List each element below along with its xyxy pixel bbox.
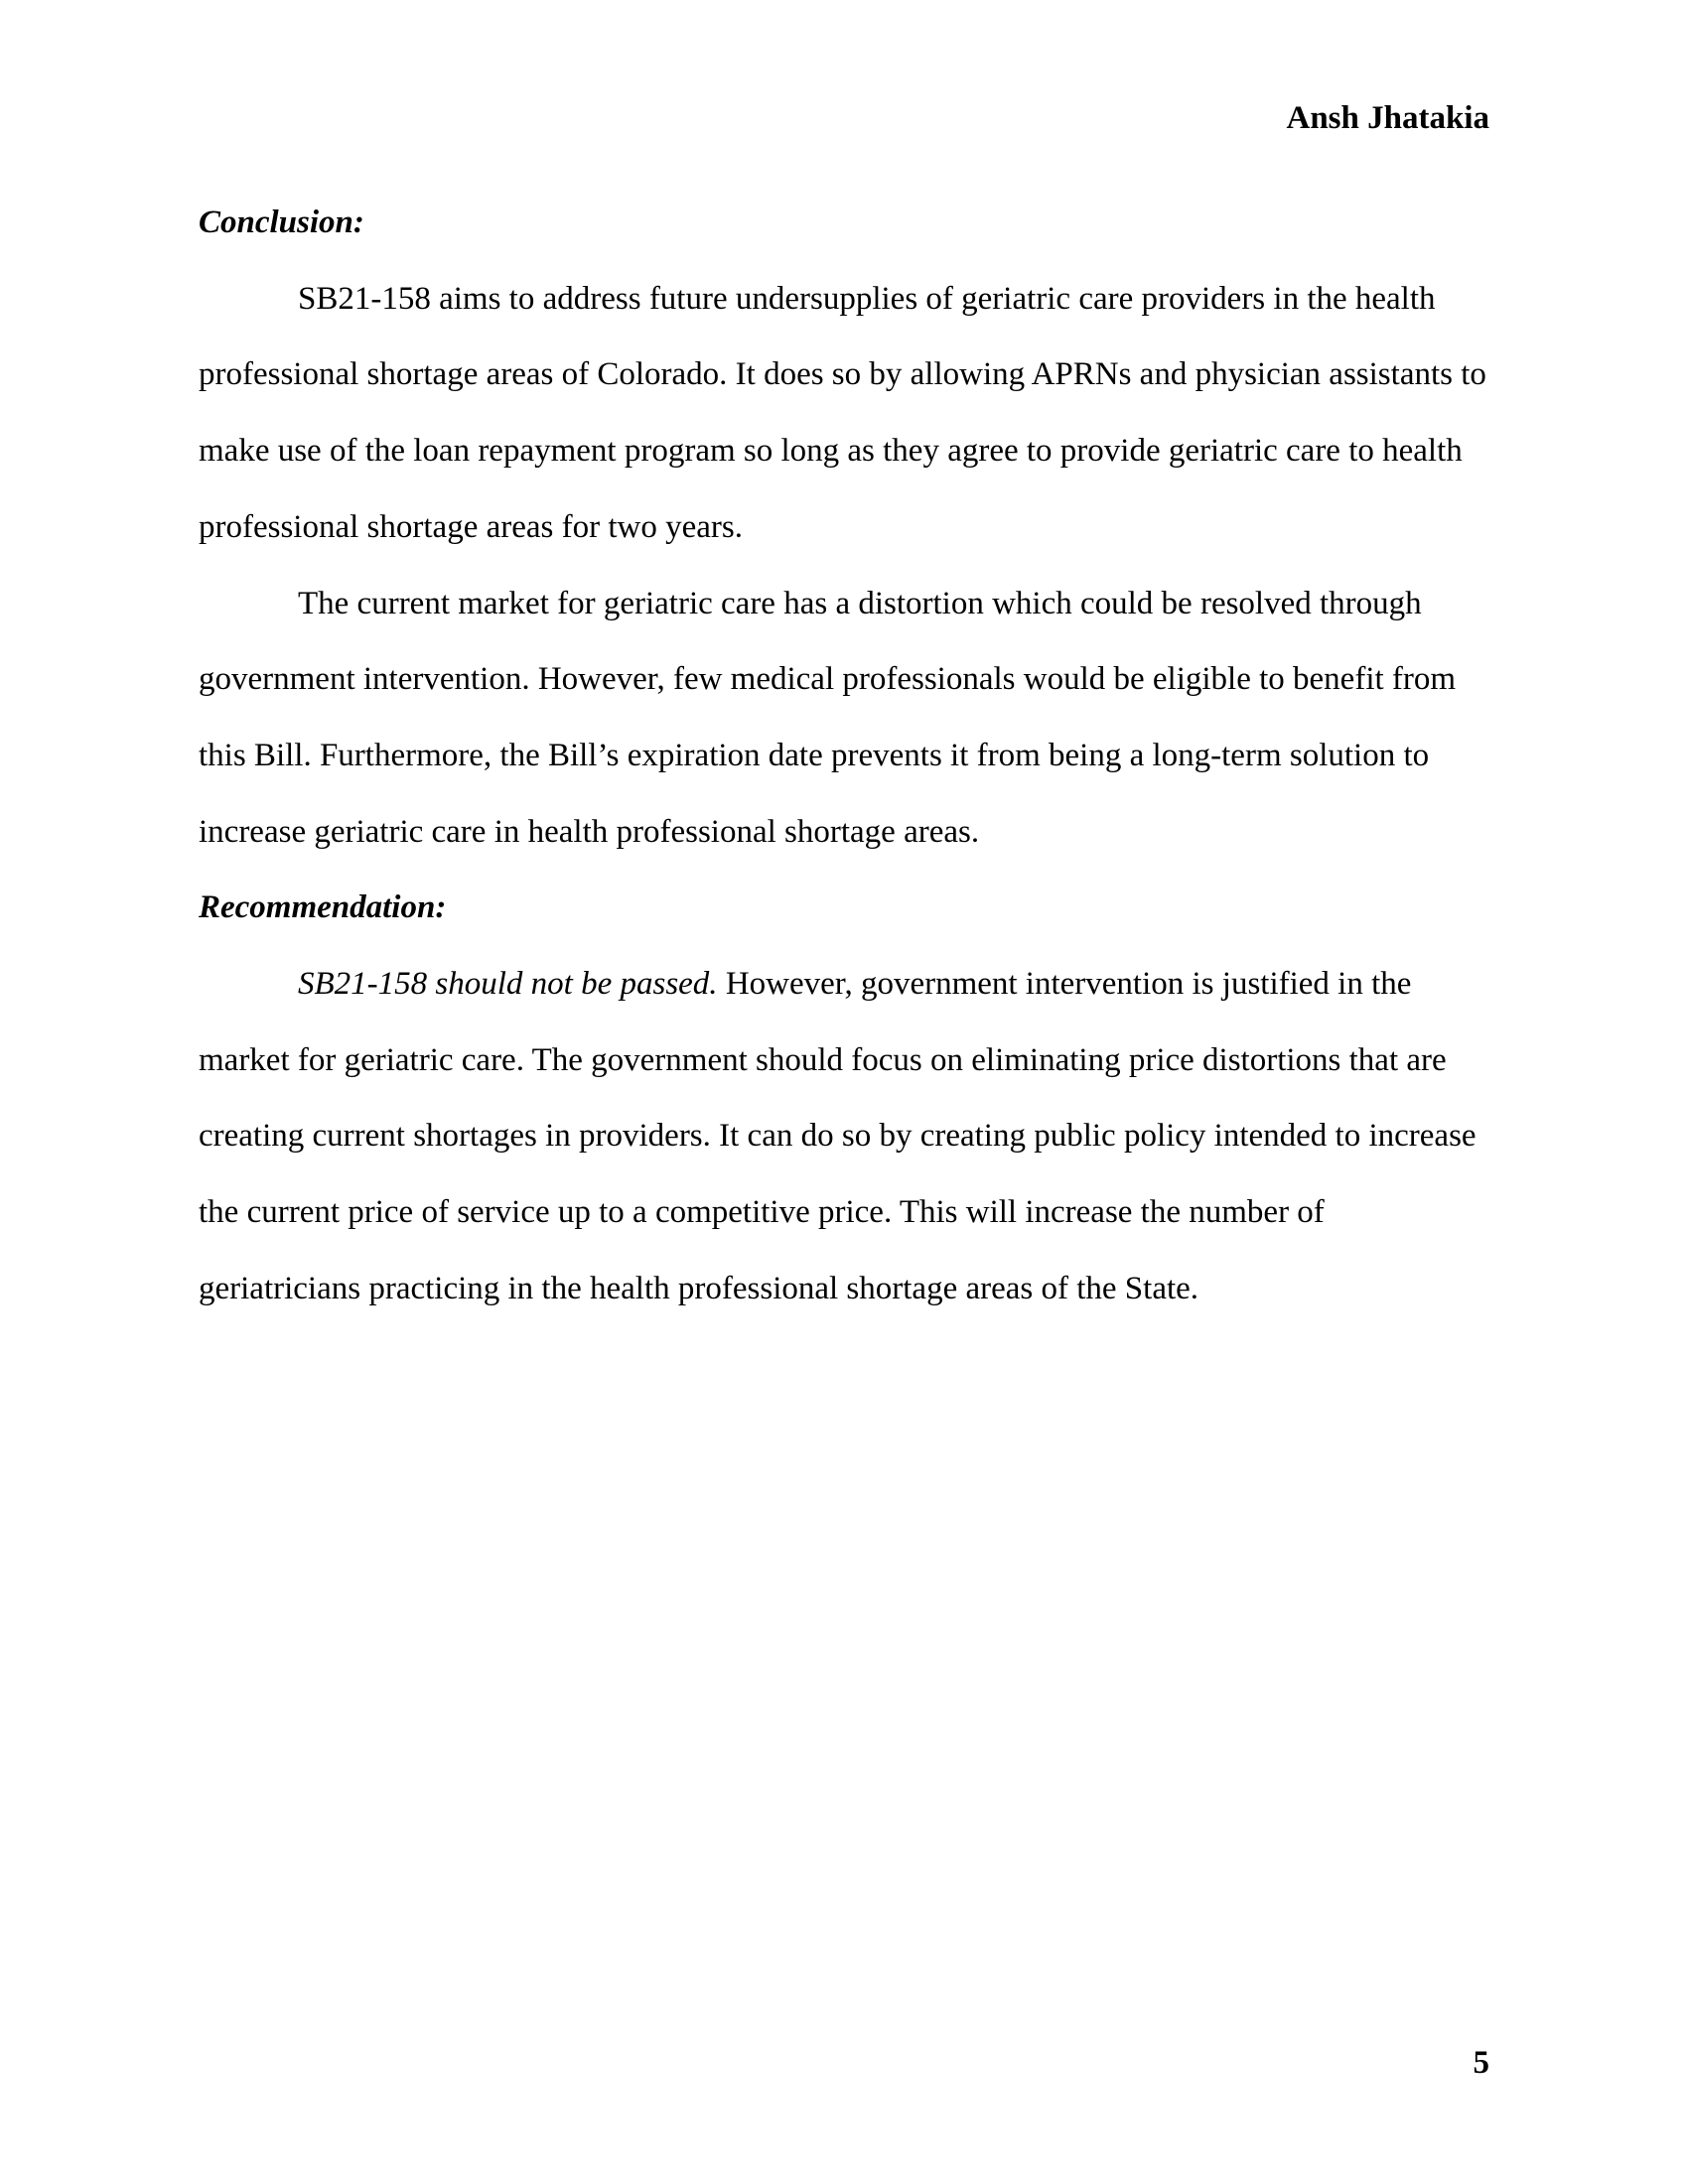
- conclusion-heading: Conclusion:: [199, 205, 364, 240]
- recommendation-paragraph-1: [199, 946, 1489, 1327]
- conclusion-paragraph-2: The current market for geriatric care has a distortion which could be resolved through government intervention. However, few medical professionals would be eligible to benefit from this Bill. Furthermore, the Bill’s expiration date prevents it from being a long-term solution to increase geriatric care in health professional shortage areas.: [199, 585, 1457, 850]
- conclusion-paragraph-1: SB21-158 aims to address future undersupplies of geriatric care providers in the health professional shortage areas of Colorado. It does so by allowing APRNs and physician assistants to make use of the loan repayment program so long as they agree to provide geriatric care to health professional shortage areas for two years.: [199, 280, 1486, 545]
- page-number: 5: [1473, 2045, 1489, 2081]
- document-body: [199, 185, 1489, 1327]
- header-author-name: Ansh Jhatakia: [1286, 100, 1489, 136]
- recommendation-paragraph-rest: However, government intervention is justified in the market for geriatric care. The government should focus on eliminating price distortions that are creating current shortages in providers. It can do so by creating public policy intended to increase the current price of service up to a competitive price. This will increase the number of geriatricians practicing in the health professional shortage areas of the State.: [199, 966, 1477, 1306]
- recommendation-heading: Recommendation:: [199, 889, 447, 926]
- recommendation-thesis-italic: SB21-158 should not be passed.: [298, 966, 718, 1003]
